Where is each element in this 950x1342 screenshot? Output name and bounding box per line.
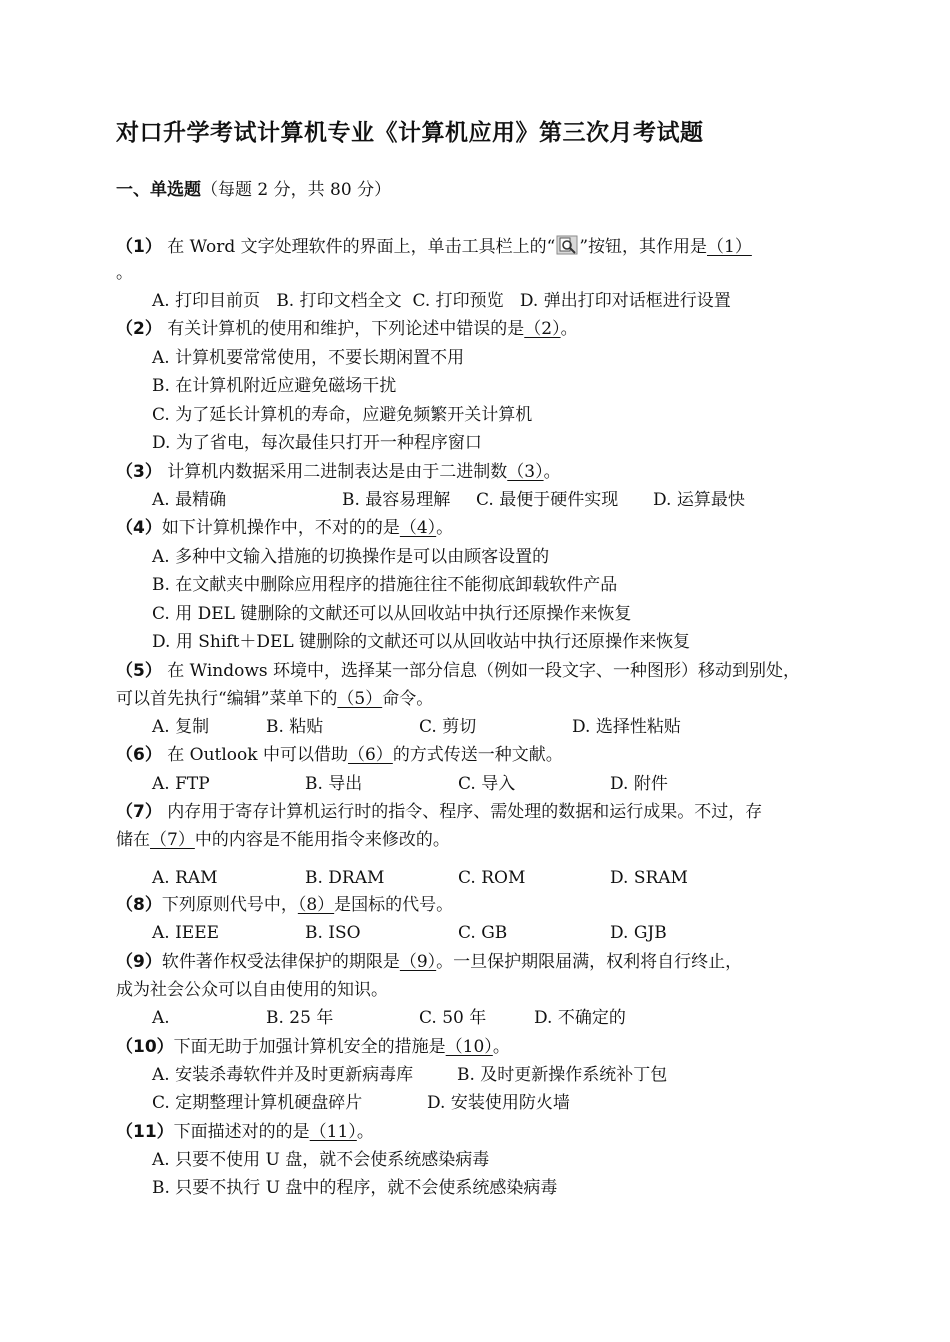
question-number: （5） [116, 661, 162, 681]
option-a: A. 计算机要常常使用，不要长期闲置不用 [152, 348, 465, 368]
option-c: C. 剪切 [419, 717, 477, 737]
option-a: A. 只要不使用 U 盘，就不会使系统感染病毒 [152, 1150, 490, 1170]
option-b: B. 在文献夹中删除应用程序的措施往往不能彻底卸载软件产品 [152, 575, 618, 595]
option-a: A. 复制 [152, 717, 210, 737]
answer-blank: （7） [150, 830, 195, 850]
section-heading [116, 175, 391, 200]
option-a: A. 安装杀毒软件并及时更新病毒库 [152, 1065, 414, 1085]
option-c: C. 打印预览 [412, 291, 504, 311]
print-preview-icon [556, 235, 578, 255]
option-d: D. 为了省电，每次最佳只打开一种程序窗口 [152, 433, 482, 453]
option-c: C. 最便于硬件实现 [476, 490, 619, 510]
question-9-continued: 成为社会公众可以自由使用的知识。 [116, 980, 388, 1000]
question-10-stem: （10）下面无助于加强计算机安全的措施是（10）。 [116, 1037, 510, 1057]
option-c: C. 为了延长计算机的寿命，应避免频繁开关计算机 [152, 405, 533, 425]
option-a: A. 多种中文输入措施的切换操作是可以由顾客设置的 [152, 547, 550, 567]
option-d: D. 弹出打印对话框进行设置 [519, 291, 731, 311]
option-d: D. GJB [610, 923, 667, 943]
option-b: B. 及时更新操作系统补丁包 [457, 1065, 668, 1085]
option-d: D. 选择性粘贴 [572, 717, 681, 737]
question-5-stem: （5） 在 Windows 环境中，选择某一部分信息（例如一段文字、一种图形）移动到别处， [116, 661, 801, 681]
option-a: A. FTP [152, 774, 210, 794]
answer-blank: （1） [707, 237, 752, 257]
answer-blank: （2） [524, 319, 561, 339]
question-number: （6） [116, 745, 162, 765]
section-note: （每题 2 分，共 80 分） [201, 180, 392, 200]
option-c: C. 定期整理计算机硬盘碎片 [152, 1093, 363, 1113]
section-title: 一、单选题 [116, 180, 201, 200]
question-1-options [152, 290, 731, 312]
question-number: （1） [116, 237, 162, 257]
option-d: D. 附件 [610, 774, 668, 794]
option-a: A. IEEE [152, 923, 220, 943]
option-c: C. GB [458, 923, 508, 943]
question-number: （4） [116, 518, 162, 538]
option-b: B. DRAM [305, 868, 385, 888]
option-b: B. ISO [305, 923, 361, 943]
question-number: （7） [116, 802, 162, 822]
option-c: C. 50 年 [419, 1008, 487, 1028]
option-a: A. 最精确 [152, 490, 227, 510]
document-title: 对口升学考试计算机专业《计算机应用》第三次月考试题 [116, 120, 704, 146]
option-b: B. 只要不执行 U 盘中的程序，就不会使系统感染病毒 [152, 1178, 558, 1198]
answer-blank: （8） [297, 895, 335, 915]
option-d: D. 运算最快 [653, 490, 745, 510]
question-number: （9） [116, 952, 162, 972]
question-number: （8） [116, 895, 162, 915]
question-9-stem: （9）软件著作权受法律保护的期限是（9）。一旦保护期限届满，权利将自行终止， [116, 952, 743, 972]
question-2-stem: （2） 有关计算机的使用和维护，下列论述中错误的是（2）。 [116, 319, 578, 339]
option-b: B. 导出 [305, 774, 363, 794]
option-c: C. 用 DEL 键删除的文献还可以从回收站中执行还原操作来恢复 [152, 604, 632, 624]
option-b: B. 25 年 [266, 1008, 334, 1028]
option-b: B. 粘贴 [266, 717, 324, 737]
question-5-continued: 可以首先执行“编辑”菜单下的（5）命令。 [116, 689, 434, 709]
answer-blank: （6） [347, 745, 393, 765]
option-a: A. [152, 1008, 170, 1028]
answer-blank: （5） [337, 689, 383, 709]
answer-blank: （11） [309, 1122, 357, 1142]
question-number: （10） [116, 1037, 174, 1057]
question-11-stem: （11）下面描述对的的是（11）。 [116, 1122, 374, 1142]
option-c: C. ROM [458, 868, 526, 888]
question-7-continued: 储在（7）中的内容是不能用指令来修改的。 [116, 830, 450, 850]
question-1-continued: 。 [116, 263, 133, 283]
option-d: D. SRAM [610, 868, 688, 888]
question-number: （3） [116, 462, 162, 482]
answer-blank: （3） [507, 462, 544, 482]
question-1-stem: （1） 在 Word 文字处理软件的界面上，单击工具栏上的“ ”按钮，其作用是（1） [116, 237, 752, 257]
option-d: D. 安装使用防火墙 [427, 1093, 570, 1113]
question-4-stem: （4）如下计算机操作中，不对的的是（4）。 [116, 518, 454, 538]
question-7-stem: （7） 内存用于寄存计算机运行时的指令、程序、需处理的数据和运行成果。不过，存 [116, 802, 763, 822]
answer-blank: （10） [445, 1037, 493, 1057]
option-a: A. 打印目前页 [152, 291, 261, 311]
option-a: A. RAM [152, 868, 218, 888]
option-d: D. 用 Shift＋DEL 键删除的文献还可以从回收站中执行还原操作来恢复 [152, 632, 691, 652]
question-8-stem: （8）下列原则代号中，（8）是国标的代号。 [116, 895, 454, 915]
option-b: B. 在计算机附近应避免磁场干扰 [152, 376, 397, 396]
option-d: D. 不确定的 [534, 1008, 626, 1028]
question-3-stem: （3） 计算机内数据采用二进制表达是由于二进制数（3）。 [116, 462, 561, 482]
question-number: （2） [116, 319, 162, 339]
question-number: （11） [116, 1122, 174, 1142]
answer-blank: （9） [399, 952, 437, 972]
question-6-stem: （6） 在 Outlook 中可以借助（6）的方式传送一种文献。 [116, 745, 563, 765]
answer-blank: （4） [399, 518, 437, 538]
option-c: C. 导入 [458, 774, 516, 794]
option-b: B. 最容易理解 [342, 490, 451, 510]
option-b: B. 打印文档全文 [276, 291, 402, 311]
